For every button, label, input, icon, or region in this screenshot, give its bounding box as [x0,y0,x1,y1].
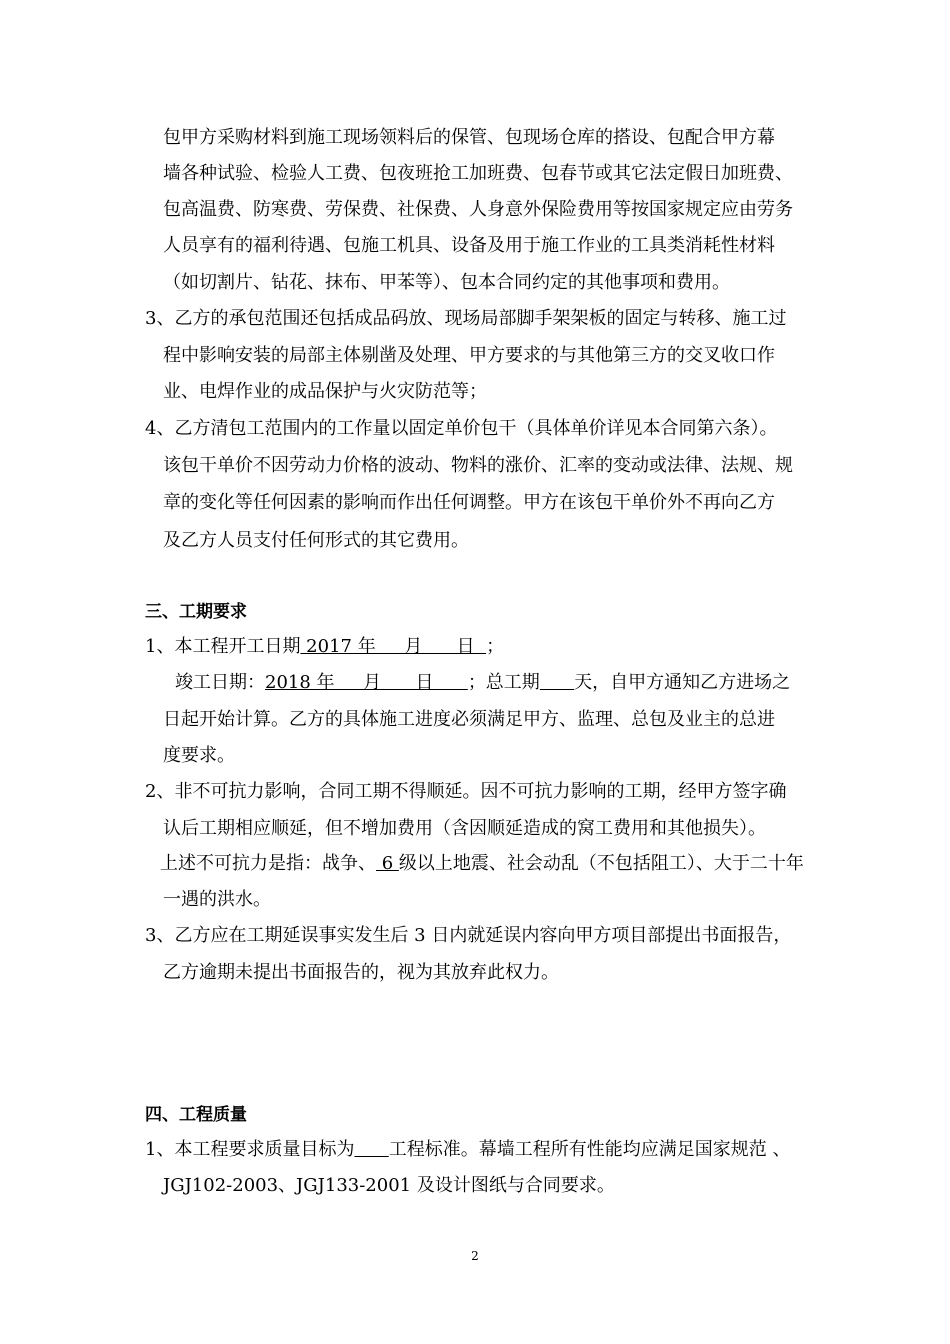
clause-3-line: 3、乙方应在工期延误事实发生后 3 日内就延误内容向甲方项目部提出书面报告， [145,925,792,946]
start-date-label: 1、本工程开工日期 [145,636,301,657]
earthquake-level-field: 6 [376,853,399,874]
paragraph-line: 业、电焊作业的成品保护与火灾防范等； [163,381,487,402]
paragraph-line: 包高温费、防寒费、劳保费、社保费、人身意外保险费用等按国家规定应由劳务 [163,199,793,220]
paragraph-line: 认后工期相应顺延，但不增加费用（含因顺延造成的窝工费用和其他损失）。 [163,818,766,839]
completion-date-line [175,672,790,694]
paragraph-line: 及乙方人员支付任何形式的其它费用。 [163,530,469,551]
start-date-line [145,636,504,658]
quality-target-line [145,1139,791,1161]
paragraph-line: 墙各种试验、检验人工费、包夜班抢工加班费、包春节或其它法定假日加班费、 [163,163,793,184]
clause-3-line: 3、乙方的承包范围还包括成品码放、现场局部脚手架架板的固定与转移、施工过 [145,308,787,329]
section-4-heading: 四、工程质量 [145,1105,247,1125]
paragraph-line: 一遇的洪水。 [163,889,271,910]
paragraph-line: JGJ102-2003、JGJ133-2001 及设计图纸与合同要求。 [163,1175,615,1196]
completion-date-field: 2018 年 月 日 [265,672,468,693]
punctuation: ； [486,636,505,657]
force-majeure-line [160,853,804,875]
page-number: 2 [471,1249,479,1263]
clause-2-line: 2、非不可抗力影响，合同工期不得顺延。因不可抗力影响的工期，经甲方签字确 [145,781,787,802]
paragraph-line: （如切割片、钻花、抹布、甲苯等）、包本合同约定的其他事项和费用。 [163,272,730,293]
clause-4-line: 4、乙方清包工范围内的工作量以固定单价包干（具体单价详见本合同第六条）。 [145,418,778,439]
quality-target-blank [354,1139,388,1160]
start-date-field: 2017 年 月 日 [300,636,487,657]
paragraph-line: 人员享有的福利待遇、包施工机具、设备及用于施工作业的工具类消耗性材料 [163,235,775,256]
total-period-blank [540,672,574,693]
quality-target-prefix: 1、本工程要求质量目标为 [145,1139,355,1160]
total-period-label: ；总工期 [467,672,540,693]
paragraph-line: 包甲方采购材料到施工现场领料后的保管、包现场仓库的搭设、包配合甲方幕 [163,127,775,148]
paragraph-line: 日起开始计算。乙方的具体施工进度必须满足甲方、监理、总包及业主的总进 [163,709,775,730]
section-3-heading: 三、工期要求 [145,602,247,622]
paragraph-line: 章的变化等任何因素的影响而作出任何调整。甲方在该包干单价外不再向乙方 [163,492,775,513]
paragraph-line: 度要求。 [163,745,235,766]
quality-target-suffix: 工程标准。幕墙工程所有性能均应满足国家规范 、 [388,1139,791,1160]
paragraph-line: 乙方逾期未提出书面报告的，视为其放弃此权力。 [163,962,559,983]
period-suffix: 天，自甲方通知乙方进场之 [574,672,791,693]
paragraph-line: 该包干单价不因劳动力价格的波动、物料的涨价、汇率的变动或法律、法规、规 [163,455,793,476]
paragraph-line: 程中影响安装的局部主体剔凿及处理、甲方要求的与其他第三方的交叉收口作 [163,345,775,366]
completion-date-label: 竣工日期： [175,672,265,693]
force-majeure-prefix: 上述不可抗力是指：战争、 [160,853,376,874]
force-majeure-suffix: 级以上地震、社会动乱（不包括阻工）、大于二十年 [398,853,804,874]
